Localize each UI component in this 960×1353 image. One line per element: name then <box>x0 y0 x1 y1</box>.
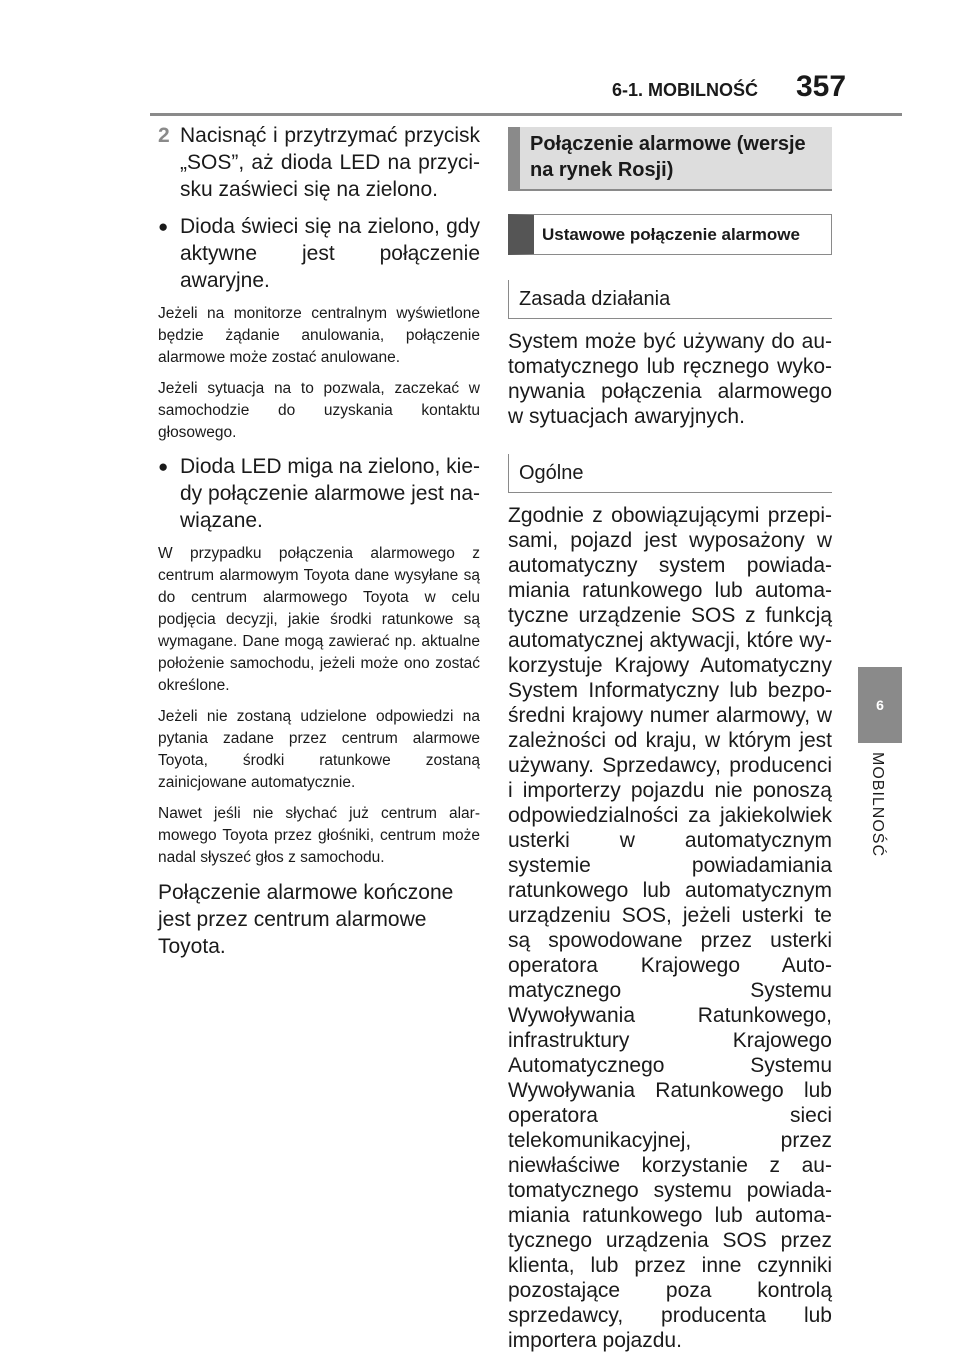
right-column <box>508 127 832 1353</box>
subsection-heading: Ustawowe połączenie alarmowe <box>508 214 832 255</box>
note-paragraph: Jeżeli na monitorze centralnym wyświetlone będzie żądanie anulowania, połączenie alarmowe może zostać anulowane. <box>158 305 480 366</box>
note-paragraph: Jeżeli nie zostaną udzielone odpowiedzi na pytania zadane przez centrum alarmowe Toyota, środki ratunkowe zostaną zainicjowane automatycznie. <box>158 708 480 791</box>
minor-heading: Ogólne <box>508 454 832 493</box>
closing-paragraph: Połączenie alarmowe kończone jest przez centrum alarmowe Toyota. <box>158 881 454 958</box>
section-heading: Połączenie alarmowe (wersje na rynek Rosji) <box>508 127 832 191</box>
left-column <box>158 122 480 960</box>
bullet-item <box>158 453 480 534</box>
instruction-step <box>158 122 480 203</box>
step-number: 2 <box>158 124 170 147</box>
body-paragraph: Zgodnie z obowiązującymi przepisami, pojazd jest wyposażony w automatyczny system powiadamiania ratunkowego lub automatyczne urządzenie SOS z funkcją automatycznej aktywacji, które wykorzystuje Krajowy Automatyczny System Informatyczny lub bezpośredni krajowy numer alarmowy, w zależności od kraju, w którym jest używany. Sprzedawcy, producenci i importerzy pojazdu nie ponoszą odpowiedzialności za jakiekolwiek usterki w automatycznym systemie powiadamiania ratunkowego lub automatycznym urządzeniu SOS, jeżeli usterki te są spowodowane przez usterki operatora Krajowego Automatycznego Systemu Wywoływania Ratunkowego, infrastruktury Krajowego Automatycznego Systemu Wywoływania Ratunkowego lub operatora sieci telekomunikacyjnej, przez niewłaściwe korzystanie z automatycznego systemu powiadamiania ratunkowego lub automatycznego urządzenia SOS przez klienta, lub przez inne czynniki pozostające poza kontrolą sprzedawcy, producenta lub importera pojazdu. <box>508 504 832 1352</box>
bullet-text: Dioda LED miga na zielono, kiedy połączenie alarmowe jest nawiązane. <box>180 455 480 532</box>
body-paragraph: System może być używany do automatycznego lub ręcznego wykonywania połączenia alarmowego w sytuacjach awaryjnych. <box>508 330 832 428</box>
bullet-text: Dioda świeci się na zielono, gdy aktywne jest połączenie awaryjne. <box>180 215 480 292</box>
chapter-tab[interactable] <box>858 667 902 743</box>
page-number: 357 <box>796 70 847 103</box>
note-paragraph: Nawet jeśli nie słychać już centrum alarmowego Toyota przez głośniki, centrum może nadal słyszeć głos z samochodu. <box>158 805 480 866</box>
step-text: Nacisnąć i przytrzymać przycisk „SOS”, aż dioda LED na przycisku zaświeci się na zielono. <box>180 124 480 201</box>
note-paragraph: W przypadku połączenia alarmowego z centrum alarmowym Toyota dane wysyłane są do centrum alarmowego Toyota w celu podjęcia decyzji, jakie środki ratunkowe są wymagane. Dane mogą zawierać np. aktualne położenie samochodu, jeżeli może ono zostać określone. <box>158 545 480 694</box>
chapter-label: MOBILNOŚĆ <box>869 752 886 858</box>
section-title: 6-1. MOBILNOŚĆ <box>611 80 758 100</box>
filled-circle-icon: ● <box>158 457 169 476</box>
note-paragraph: Jeżeli sytuacja na to pozwala, zaczekać w samochodzie do uzyskania kontaktu głosowego. <box>158 380 480 441</box>
bullet-item <box>158 213 480 294</box>
header-divider <box>150 113 902 116</box>
minor-heading: Zasada działania <box>508 280 832 319</box>
chapter-number: 6 <box>876 697 884 713</box>
filled-circle-icon: ● <box>158 217 169 236</box>
